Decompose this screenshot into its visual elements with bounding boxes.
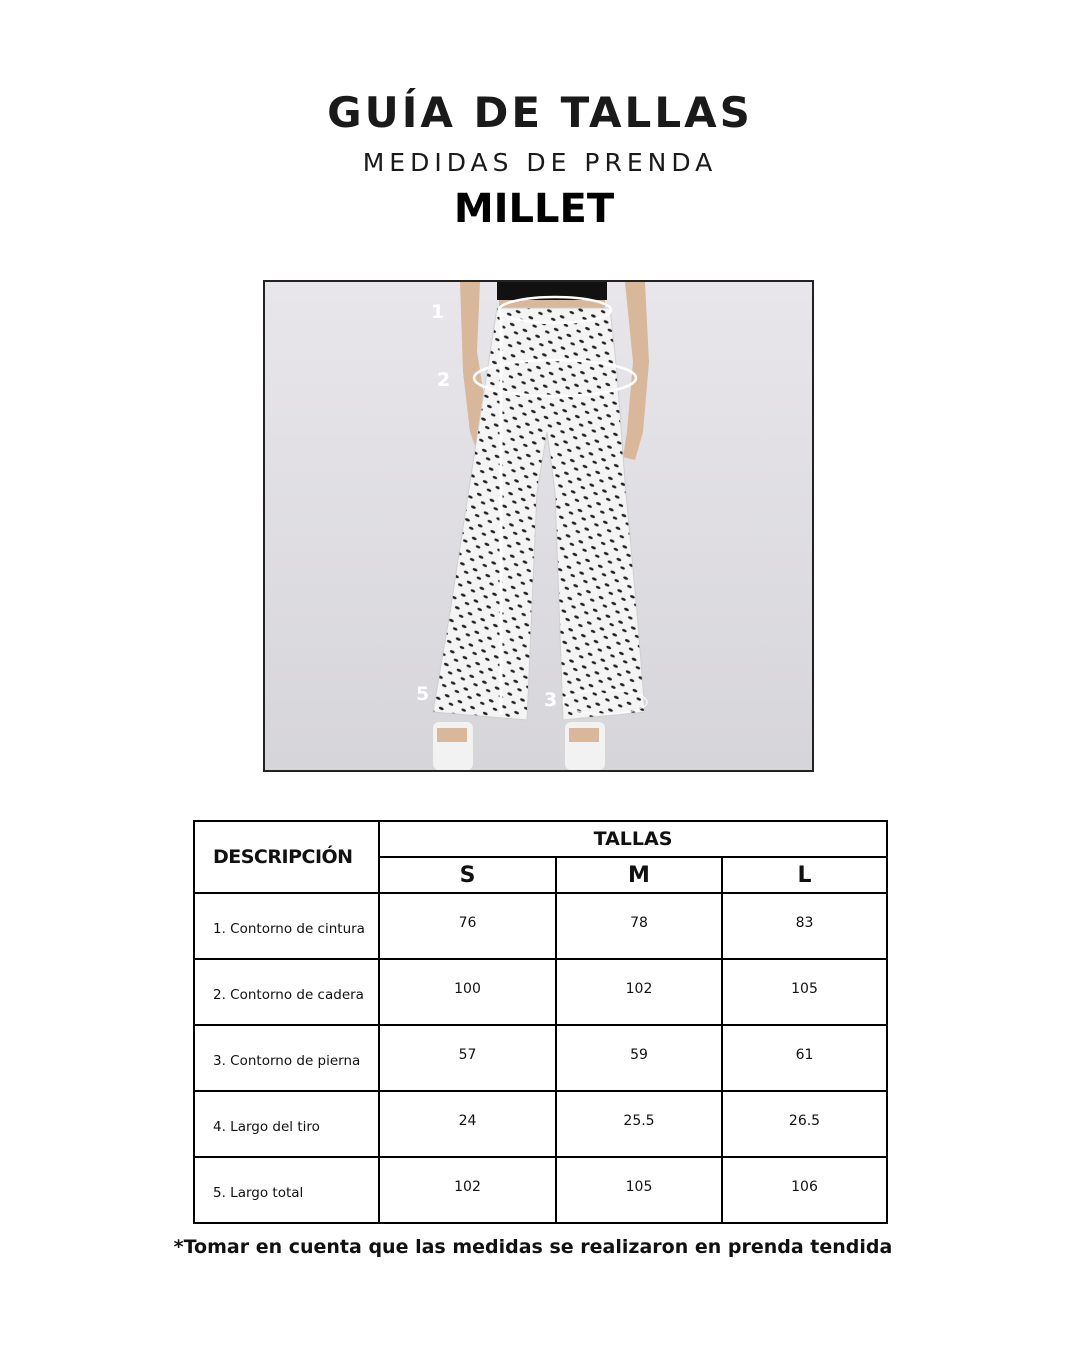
row-label: 4. Largo del tiro	[194, 1091, 379, 1157]
row-label: 1. Contorno de cintura	[194, 893, 379, 959]
row-value-m: 102	[556, 959, 722, 1025]
footer-note: *Tomar en cuenta que las medidas se realizaron en prenda tendida	[173, 1236, 893, 1258]
table-row	[194, 1025, 887, 1091]
page-subtitle: MEDIDAS DE PRENDA	[362, 148, 718, 177]
sizes-header: TALLAS	[379, 821, 887, 857]
row-value-s: 76	[379, 893, 556, 959]
row-label: 3. Contorno de pierna	[194, 1025, 379, 1091]
size-header-m: M	[556, 857, 722, 893]
row-value-m: 78	[556, 893, 722, 959]
table-row	[194, 959, 887, 1025]
row-value-l: 105	[722, 959, 887, 1025]
row-value-l: 106	[722, 1157, 887, 1223]
row-value-l: 83	[722, 893, 887, 959]
product-name: MILLET	[453, 186, 615, 232]
row-value-m: 25.5	[556, 1091, 722, 1157]
marker-5: 5	[416, 683, 430, 705]
row-label: 5. Largo total	[194, 1157, 379, 1223]
table-row	[194, 1157, 887, 1223]
product-photo	[263, 280, 814, 772]
row-label: 2. Contorno de cadera	[194, 959, 379, 1025]
page-title: GUÍA DE TALLAS	[327, 88, 753, 137]
size-header-l: L	[722, 857, 887, 893]
row-value-l: 61	[722, 1025, 887, 1091]
description-header: DESCRIPCIÓN	[194, 821, 379, 893]
row-value-s: 24	[379, 1091, 556, 1157]
table-row	[194, 1091, 887, 1157]
size-table	[193, 820, 888, 1224]
marker-2: 2	[437, 369, 451, 391]
size-header-s: S	[379, 857, 556, 893]
table-row	[194, 893, 887, 959]
row-value-s: 102	[379, 1157, 556, 1223]
row-value-m: 105	[556, 1157, 722, 1223]
marker-3: 3	[544, 689, 558, 711]
row-value-l: 26.5	[722, 1091, 887, 1157]
row-value-m: 59	[556, 1025, 722, 1091]
row-value-s: 57	[379, 1025, 556, 1091]
row-value-s: 100	[379, 959, 556, 1025]
marker-1: 1	[431, 301, 445, 323]
